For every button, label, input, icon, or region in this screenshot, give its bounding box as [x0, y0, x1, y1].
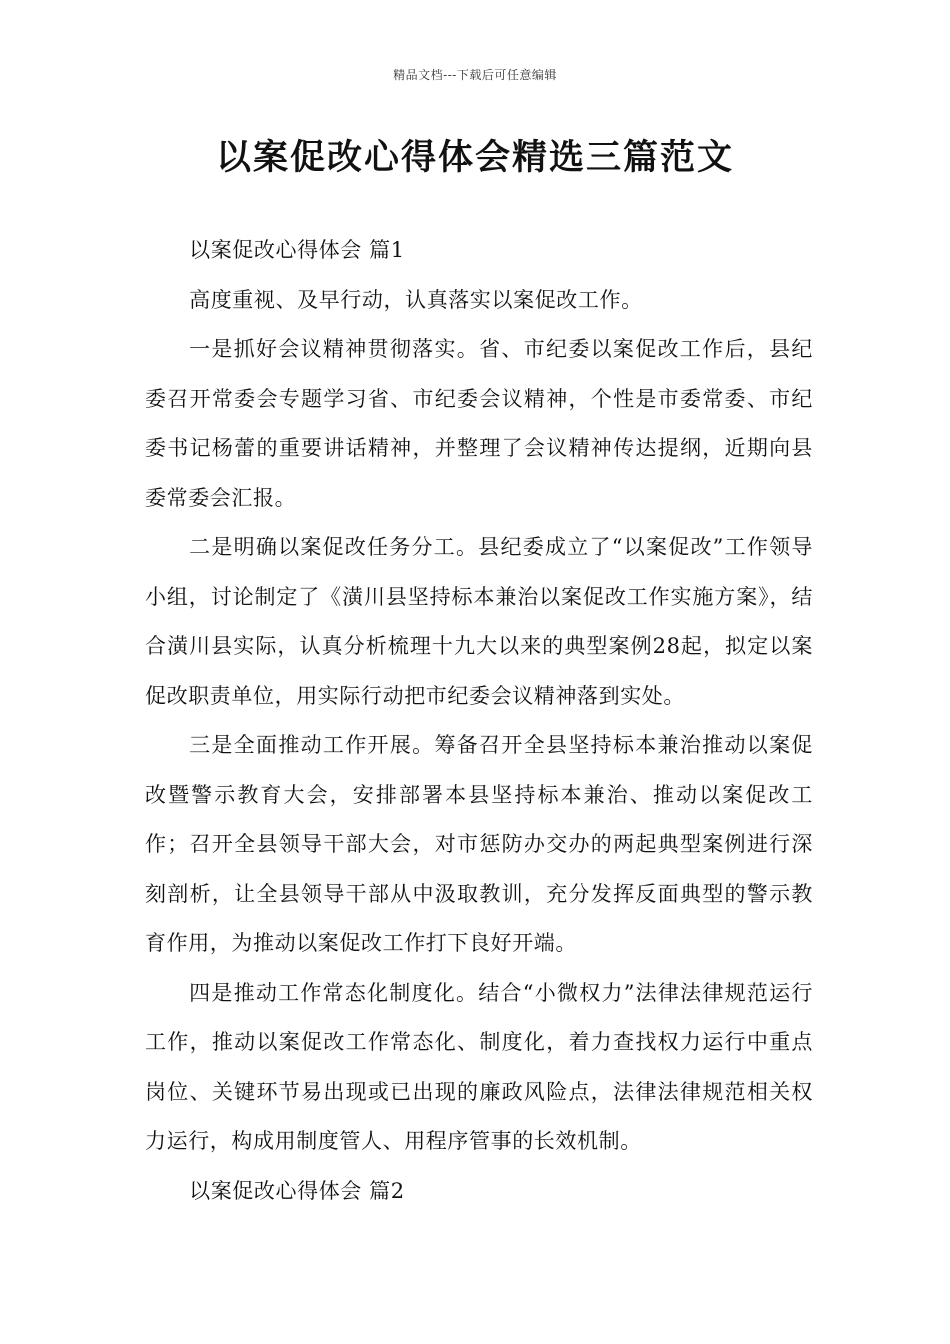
paragraph-point-3: 三是全面推动工作开展。筹备召开全县坚持标本兼治推动以案促改暨警示教育大会，安排部署本县坚持标本兼治、推动以案促改工作；召开全县领导干部大会，对市惩防办交办的两起典型案例进行深刻剖析，让全县领导干部从中汲取教训，充分发挥反面典型的警示教育作用，为推动以案促改工作打下良好开端。 — [145, 733, 813, 955]
header-note: 精品文档---下载后可任意编辑 — [393, 68, 557, 82]
document-title: 以案促改心得体会精选三篇范文 — [215, 137, 734, 178]
section-heading-1: 以案促改心得体会 篇1 — [189, 238, 405, 262]
section-heading-2: 以案促改心得体会 篇2 — [189, 1178, 405, 1203]
paragraph-point-4: 四是推动工作常态化制度化。结合“小微权力”法律法律规范运行工作，推动以案促改工作常态化、制度化，着力查找权力运行中重点岗位、关键环节易出现或已出现的廉政风险点，法律法律规范相关权力运行，构成用制度管人、用程序管事的长效机制。 — [145, 980, 813, 1153]
paragraph-point-2: 二是明确以案促改任务分工。县纪委成立了“以案促改”工作领导小组，讨论制定了《潢川县坚持标本兼治以案促改工作实施方案》，结合潢川县实际，认真分析梳理十九大以来的典型案例28起，拟定以案促改职责单位，用实际行动把市纪委会议精神落到实处。 — [145, 535, 813, 708]
document-body — [145, 226, 813, 1216]
paragraph-point-1: 一是抓好会议精神贯彻落实。省、市纪委以案促改工作后，县纪委召开常委会专题学习省、市纪委会议精神，个性是市委常委、市纪委书记杨蕾的重要讲话精神，并整理了会议精神传达提纲，近期向县委常委会汇报。 — [145, 337, 813, 510]
paragraph-intro: 高度重视、及早行动，认真落实以案促改工作。 — [189, 287, 643, 312]
